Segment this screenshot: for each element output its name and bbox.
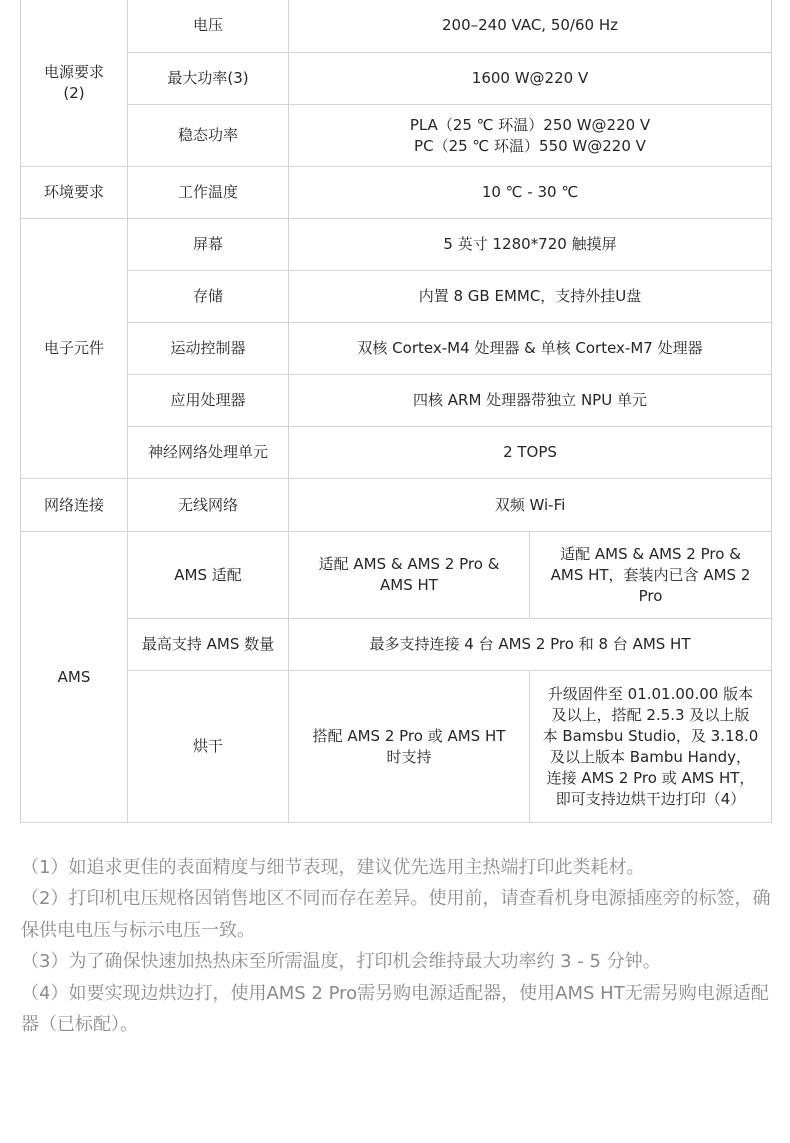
row-value: 双核 Cortex-M4 处理器 & 单核 Cortex-M7 处理器: [289, 323, 772, 375]
table-row: [21, 671, 772, 823]
footnote-1: （1）如追求更佳的表面精度与细节表现，建议优先选用主热端打印此类耗材。: [21, 857, 645, 878]
table-row: [21, 105, 772, 167]
row-label: 神经网络处理单元: [128, 427, 289, 479]
table-row: [21, 375, 772, 427]
table-row: [21, 427, 772, 479]
row-label: 无线网络: [128, 479, 289, 532]
table-row: [21, 0, 772, 53]
row-value: 10 ℃ - 30 ℃: [289, 167, 772, 219]
row-label: 电压: [128, 0, 289, 53]
row-value: 适配 AMS & AMS 2 Pro & AMS HT: [289, 532, 530, 619]
group-label-power: 电源要求 (2): [21, 0, 128, 167]
table-row: [21, 53, 772, 105]
table-row: [21, 323, 772, 375]
row-label: 屏幕: [128, 219, 289, 271]
footnote-3: （3）为了确保快速加热热床至所需温度，打印机会维持最大功率约 3 - 5 分钟。: [21, 951, 661, 973]
row-label: AMS 适配: [128, 532, 289, 619]
row-label: 存储: [128, 271, 289, 323]
row-value: 1600 W@220 V: [289, 53, 772, 105]
row-value: 适配 AMS & AMS 2 Pro & AMS HT，套装内已含 AMS 2 Pro: [530, 532, 772, 619]
row-value: PLA（25 ℃ 环温）250 W@220 V PC（25 ℃ 环温）550 W@220 V: [289, 105, 772, 167]
row-value: 200–240 VAC, 50/60 Hz: [289, 0, 772, 53]
row-label: 运动控制器: [128, 323, 289, 375]
table-row: [21, 479, 772, 532]
row-value: 搭配 AMS 2 Pro 或 AMS HT 时支持: [289, 671, 530, 823]
row-value: 2 TOPS: [289, 427, 772, 479]
footnotes: [21, 852, 771, 1040]
row-label: 最高支持 AMS 数量: [128, 619, 289, 671]
row-label: 烘干: [128, 671, 289, 823]
footnote-2: （2）打印机电压规格因销售地区不同而存在差异。使用前，请查看机身电源插座旁的标签，确保供电电压与标示电压一致。: [21, 888, 771, 941]
footnote-4: （4）如要实现边烘边打，使用AMS 2 Pro需另购电源适配器，使用AMS HT无需另购电源适配器（已标配）。: [21, 982, 769, 1036]
group-label-network: 网络连接: [21, 479, 128, 532]
table-row: [21, 219, 772, 271]
row-label: 应用处理器: [128, 375, 289, 427]
row-label: 最大功率(3): [128, 53, 289, 105]
group-label-ams: AMS: [21, 532, 128, 823]
table-row: [21, 532, 772, 619]
row-label: 工作温度: [128, 167, 289, 219]
table-row: [21, 619, 772, 671]
spec-table: [20, 0, 772, 823]
row-value: 5 英寸 1280*720 触摸屏: [289, 219, 772, 271]
row-value: 最多支持连接 4 台 AMS 2 Pro 和 8 台 AMS HT: [289, 619, 772, 671]
row-value: 双频 Wi-Fi: [289, 479, 772, 532]
row-value: 升级固件至 01.01.00.00 版本 及以上，搭配 2.5.3 及以上版 本 Bamsbu Studio，及 3.18.0 及以上版本 Bambu Handy， 连接 AMS 2 Pro 或 AMS HT， 即可支持边烘干边打印（4）: [530, 671, 772, 823]
row-value: 四核 ARM 处理器带独立 NPU 单元: [289, 375, 772, 427]
table-row: [21, 271, 772, 323]
group-label-environment: 环境要求: [21, 167, 128, 219]
group-label-electronics: 电子元件: [21, 219, 128, 479]
row-value: 内置 8 GB EMMC，支持外挂U盘: [289, 271, 772, 323]
table-row: [21, 167, 772, 219]
row-label: 稳态功率: [128, 105, 289, 167]
